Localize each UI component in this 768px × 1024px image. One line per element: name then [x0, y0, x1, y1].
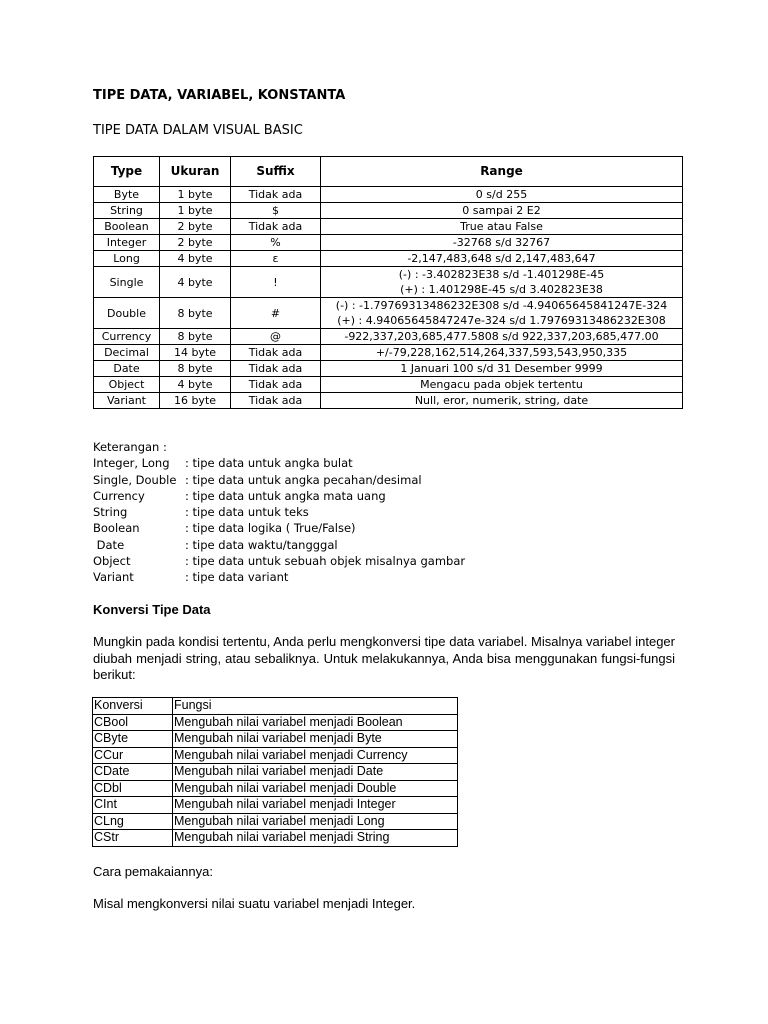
table-row [93, 797, 458, 814]
table-row [94, 377, 683, 393]
range-cell: +/-79,228,162,514,264,337,593,543,950,335 [321, 345, 683, 361]
keterangan-desc: : tipe data untuk angka mata uang [185, 488, 386, 503]
suffix-cell: Tidak ada [231, 361, 321, 377]
table-row [94, 361, 683, 377]
table-row [94, 251, 683, 267]
range-cell [321, 298, 683, 329]
ukuran-cell: 14 byte [160, 345, 231, 361]
ukuran-cell: 1 byte [160, 187, 231, 203]
type-cell: Date [94, 361, 160, 377]
table-row [93, 780, 458, 797]
ukuran-cell: 1 byte [160, 203, 231, 219]
list-item [93, 455, 465, 471]
table-row [94, 345, 683, 361]
konversi-cell: CStr [93, 830, 173, 847]
suffix-cell: Tidak ada [231, 377, 321, 393]
list-item [93, 553, 465, 569]
range-cell: 0 s/d 255 [321, 187, 683, 203]
keterangan-desc: : tipe data variant [185, 570, 289, 585]
table-row [93, 731, 458, 748]
keterangan-term: Single, Double [93, 472, 177, 487]
keterangan-desc: : tipe data logika ( True/False) [185, 521, 356, 536]
ukuran-cell: 2 byte [160, 235, 231, 251]
keterangan-term: Integer, Long [93, 456, 170, 471]
table-header-row [93, 698, 458, 715]
header-range: Range [321, 157, 683, 187]
header-type: Type [94, 157, 160, 187]
keterangan-term: Boolean [93, 521, 140, 536]
type-cell: Variant [94, 393, 160, 409]
table-row [93, 830, 458, 847]
range-cell: Null, eror, numerik, string, date [321, 393, 683, 409]
range-cell: -2,147,483,648 s/d 2,147,483,647 [321, 251, 683, 267]
keterangan-term: Date [93, 537, 125, 552]
range-cell: -922,337,203,685,477.5808 s/d 922,337,203,685,477.00 [321, 329, 683, 345]
suffix-cell: @ [231, 329, 321, 345]
fungsi-cell: Mengubah nilai variabel menjadi Byte [173, 731, 458, 748]
fungsi-cell: Mengubah nilai variabel menjadi Currency [173, 747, 458, 764]
keterangan-desc: : tipe data untuk angka pecahan/desimal [185, 472, 422, 487]
keterangan-desc: : tipe data waktu/tangggal [185, 537, 338, 552]
konversi-cell: CInt [93, 797, 173, 814]
suffix-cell: Tidak ada [231, 393, 321, 409]
konversi-cell: CByte [93, 731, 173, 748]
range-cell: 1 Januari 100 s/d 31 Desember 9999 [321, 361, 683, 377]
type-cell: Object [94, 377, 160, 393]
ukuran-cell: 8 byte [160, 329, 231, 345]
range-line: (-) : -3.402823E38 s/d -1.401298E-45 [398, 268, 605, 281]
table-row [93, 714, 458, 731]
fungsi-cell: Mengubah nilai variabel menjadi Date [173, 764, 458, 781]
table-row [94, 203, 683, 219]
keterangan-desc: : tipe data untuk sebuah objek misalnya gambar [185, 554, 466, 569]
ukuran-cell: 4 byte [160, 267, 231, 298]
konversi-cell: CDate [93, 764, 173, 781]
konversi-paragraph: Mungkin pada kondisi tertentu, Anda perlu mengkonversi tipe data variabel. Misalnya variabel integer diubah menjadi string, atau sebaliknya. Untuk melakukannya, Anda bisa menggunakan fungsi-fungsi berikut: [93, 634, 675, 682]
suffix-cell: % [231, 235, 321, 251]
header-ukuran: Ukuran [160, 157, 231, 187]
conversion-table [92, 697, 458, 847]
ukuran-cell: 2 byte [160, 219, 231, 235]
range-line: (-) : -1.79769313486232E308 s/d -4.94065645841247E-324 [335, 299, 668, 312]
list-item [93, 488, 465, 504]
keterangan-term: Variant [93, 570, 134, 585]
type-cell: Single [94, 267, 160, 298]
type-cell: Double [94, 298, 160, 329]
table-row [93, 764, 458, 781]
keterangan-desc: : tipe data untuk angka bulat [185, 456, 353, 471]
range-cell: True atau False [321, 219, 683, 235]
header-konversi: Konversi [93, 698, 173, 715]
konversi-cell: CBool [93, 714, 173, 731]
ukuran-cell: 16 byte [160, 393, 231, 409]
list-item [93, 504, 465, 520]
range-cell: Mengacu pada objek tertentu [321, 377, 683, 393]
keterangan-term: String [93, 505, 128, 520]
section-subtitle: TIPE DATA DALAM VISUAL BASIC [93, 123, 303, 138]
data-types-table [93, 156, 683, 409]
table-row [94, 187, 683, 203]
suffix-cell: Tidak ada [231, 345, 321, 361]
fungsi-cell: Mengubah nilai variabel menjadi Long [173, 813, 458, 830]
ukuran-cell: 4 byte [160, 251, 231, 267]
konversi-cell: CDbl [93, 780, 173, 797]
ukuran-cell: 8 byte [160, 298, 231, 329]
list-item [93, 520, 465, 536]
list-item [93, 537, 465, 553]
table-header-row [94, 157, 683, 187]
range-line: (+) : 1.401298E-45 s/d 3.402823E38 [400, 283, 603, 296]
konversi-heading: Konversi Tipe Data [93, 602, 211, 617]
type-cell: Currency [94, 329, 160, 345]
suffix-cell: # [231, 298, 321, 329]
suffix-cell: Tidak ada [231, 219, 321, 235]
ukuran-cell: 8 byte [160, 361, 231, 377]
fungsi-cell: Mengubah nilai variabel menjadi Double [173, 780, 458, 797]
range-cell [321, 267, 683, 298]
table-row [94, 329, 683, 345]
header-fungsi: Fungsi [173, 698, 458, 715]
table-row [93, 747, 458, 764]
table-row [93, 813, 458, 830]
keterangan-section [93, 439, 465, 586]
range-cell: 0 sampai 2 E2 [321, 203, 683, 219]
konversi-cell: CLng [93, 813, 173, 830]
suffix-cell: $ [231, 203, 321, 219]
range-line: (+) : 4.94065645847247e-324 s/d 1.79769313486232E308 [337, 314, 666, 327]
suffix-cell: ! [231, 267, 321, 298]
range-cell: -32768 s/d 32767 [321, 235, 683, 251]
table-row [94, 298, 683, 329]
list-item [93, 472, 465, 488]
table-row [94, 219, 683, 235]
type-cell: Decimal [94, 345, 160, 361]
type-cell: Integer [94, 235, 160, 251]
keterangan-heading: Keterangan : [93, 440, 167, 454]
fungsi-cell: Mengubah nilai variabel menjadi String [173, 830, 458, 847]
suffix-cell: Tidak ada [231, 187, 321, 203]
type-cell: Long [94, 251, 160, 267]
misal-text: Misal mengkonversi nilai suatu variabel menjadi Integer. [93, 896, 416, 911]
fungsi-cell: Mengubah nilai variabel menjadi Integer [173, 797, 458, 814]
suffix-cell: ε [231, 251, 321, 267]
keterangan-term: Currency [93, 488, 145, 503]
ukuran-cell: 4 byte [160, 377, 231, 393]
type-cell: Boolean [94, 219, 160, 235]
list-item [93, 569, 465, 585]
konversi-cell: CCur [93, 747, 173, 764]
keterangan-term: Object [93, 554, 131, 569]
type-cell: Byte [94, 187, 160, 203]
keterangan-desc: : tipe data untuk teks [185, 505, 309, 520]
cara-text: Cara pemakaiannya: [93, 864, 213, 879]
table-row [94, 393, 683, 409]
document-title: TIPE DATA, VARIABEL, KONSTANTA [93, 88, 346, 103]
header-suffix: Suffix [231, 157, 321, 187]
fungsi-cell: Mengubah nilai variabel menjadi Boolean [173, 714, 458, 731]
table-row [94, 235, 683, 251]
table-row [94, 267, 683, 298]
type-cell: String [94, 203, 160, 219]
